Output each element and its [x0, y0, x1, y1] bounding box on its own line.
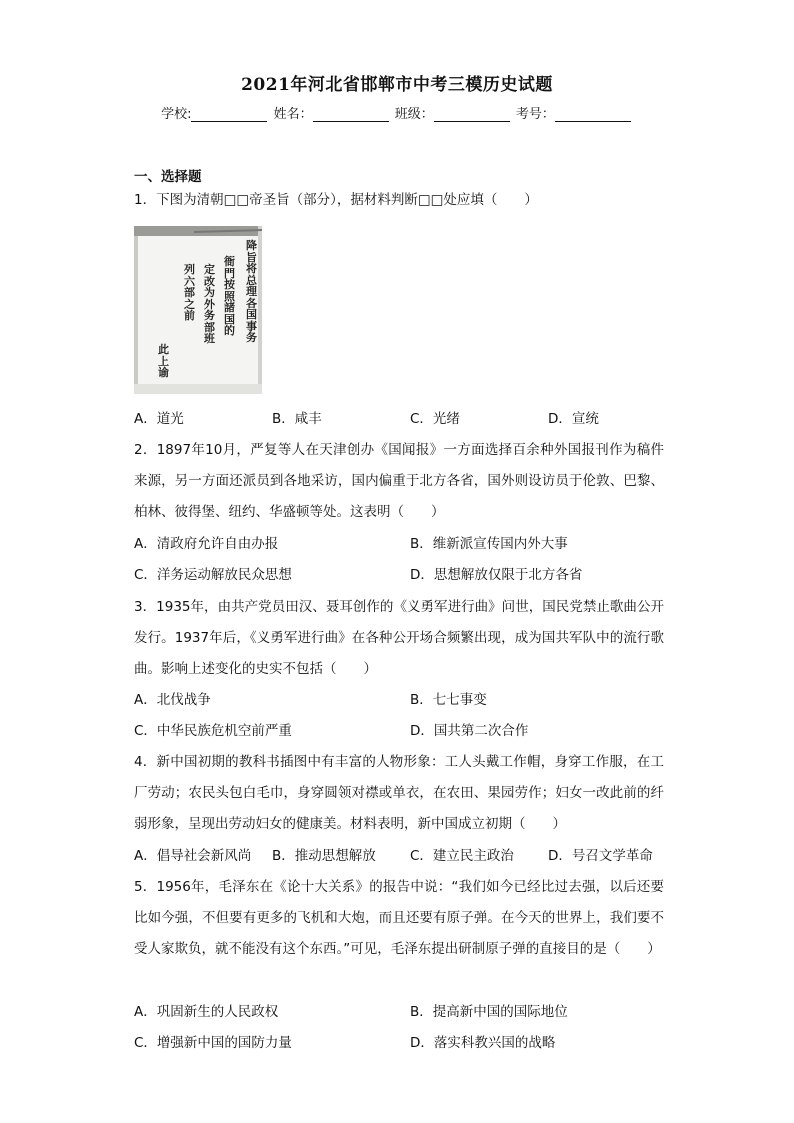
- number-blank: [555, 107, 631, 122]
- q5-option-b: B．提高新中国的国际地位: [410, 1004, 568, 1020]
- q1-option-d: D．宣统: [548, 411, 599, 427]
- edict-column-5: 此上谕: [158, 343, 169, 379]
- class-label: 班级：: [394, 107, 434, 122]
- q4-option-d: D．号召文学革命: [548, 848, 653, 864]
- school-label: 学校:: [161, 107, 192, 122]
- question-3-stem: 3．1935年，由共产党员田汉、聂耳创作的《义勇军进行曲》问世，国民党禁止歌曲公开发行。1937年后，《义勇军进行曲》在各种公开场合频繁出现，成为国共军队中的流行歌曲。影响上述变化的史实不包括（ ）: [134, 599, 664, 677]
- question-1-stem: 1．下图为清朝□□帝圣旨（部分），据材料判断□□处应填（ ）: [134, 192, 538, 208]
- question-1-options: [134, 404, 664, 435]
- q3-option-d: D．国共第二次合作: [410, 723, 529, 739]
- q1-option-a: A．道光: [134, 411, 184, 427]
- question-2-stem: 2．1897年10月，严复等人在天津创办《国闻报》一方面选择百余种外国报刊作为稿件来源，另一方面还派员到各地采访，国内偏重于北方各省，国外则设访员于伦敦、巴黎、柏林、彼得堡、纽约、华盛顿等处。这表明（ ）: [134, 442, 664, 520]
- q3-option-b: B．七七事变: [410, 692, 487, 708]
- student-info-line: [0, 103, 794, 122]
- q2-option-a: A．清政府允许自由办报: [134, 536, 279, 552]
- edict-column-3: 定改为外务部班: [204, 263, 215, 345]
- edict-column-4: 列六部之前: [184, 263, 195, 322]
- question-4-options: [134, 841, 664, 872]
- section-title: 一、选择题: [134, 169, 202, 185]
- q1-option-b: B．咸丰: [272, 411, 322, 427]
- q4-option-b: B．推动思想解放: [272, 848, 376, 864]
- q2-option-d: D．思想解放仅限于北方各省: [410, 567, 583, 583]
- q4-option-c: C．建立民主政治: [410, 848, 514, 864]
- q2-option-c: C．洋务运动解放民众思想: [134, 567, 292, 583]
- name-label: 姓名：: [273, 107, 313, 122]
- q3-option-c: C．中华民族危机空前严重: [134, 723, 292, 739]
- q3-option-a: A．北伐战争: [134, 692, 211, 708]
- q5-option-d: D．落实科教兴国的战略: [410, 1035, 556, 1051]
- school-blank: [191, 107, 267, 122]
- q2-option-b: B．维新派宣传国内外大事: [410, 536, 568, 552]
- name-blank: [313, 107, 389, 122]
- question-5-options: [134, 997, 664, 1059]
- q5-option-a: A．巩固新生的人民政权: [134, 1004, 279, 1020]
- q1-option-c: C．光绪: [410, 411, 460, 427]
- edict-image-texture: [134, 226, 262, 394]
- class-blank: [434, 107, 510, 122]
- number-label: 考号：: [515, 107, 555, 122]
- question-3-options: [134, 685, 664, 747]
- edict-column-2: 衙門按照諸国的: [224, 255, 235, 337]
- question-4-stem: 4．新中国初期的教科书插图中有丰富的人物形象：工人头戴工作帽，身穿工作服，在工厂劳动；农民头包白毛巾，身穿圆领对襟或单衣，在农田、果园劳作；妇女一改此前的纤弱形象，呈现出劳动妇女的健康美。材料表明，新中国成立初期（ ）: [134, 754, 664, 832]
- q4-option-a: A．倡导社会新风尚: [134, 848, 252, 864]
- question-2-options: [134, 529, 664, 591]
- page-title: 2021年河北省邯郸市中考三模历史试题: [241, 75, 553, 95]
- q5-option-c: C．增强新中国的国防力量: [134, 1035, 292, 1051]
- edict-column-1: 降旨将总理各国事务: [246, 239, 257, 344]
- edict-image: [134, 226, 262, 394]
- question-5-stem: 5．1956年，毛泽东在《论十大关系》的报告中说：“我们如今已经比过去强，以后还要比如今强，不但要有更多的飞机和大炮，而且还要有原子弹。在今天的世界上，我们要不受人家欺负，就不能没有这个东西。”可见，毛泽东提出研制原子弹的直接目的是（ ）: [134, 879, 664, 957]
